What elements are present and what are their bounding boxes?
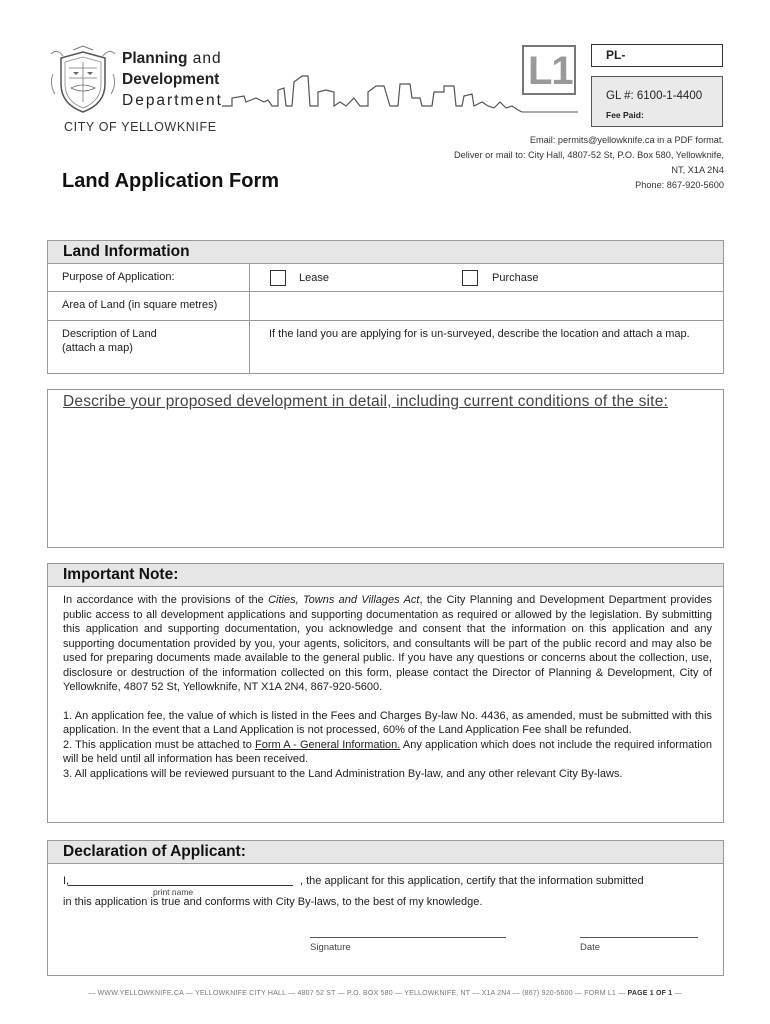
footer-text: — WWW.YELLOWKNIFE.CA — YELLOWKNIFE CITY HALL — 4807 52 ST — P.O. BOX 580 — YELLOWKNIFE, NT — X1A 2N4 — (867) 920-5600 — FORM L1 — bbox=[88, 990, 628, 997]
description-row bbox=[48, 321, 723, 373]
footer-end: — bbox=[672, 990, 682, 997]
office-use-box bbox=[591, 76, 723, 127]
print-name-field[interactable] bbox=[68, 885, 293, 886]
contact-postal: NT, X1A 2N4 bbox=[671, 165, 724, 175]
city-crest-logo bbox=[47, 44, 119, 116]
dept-line3: Department bbox=[122, 92, 223, 109]
date-field[interactable] bbox=[580, 937, 698, 938]
description-label bbox=[48, 321, 250, 373]
declaration-section bbox=[47, 840, 724, 976]
form-code: L1 bbox=[528, 49, 573, 93]
lease-label: Lease bbox=[299, 272, 329, 284]
date-label: Date bbox=[580, 942, 601, 953]
area-label: Area of Land (in square metres) bbox=[48, 292, 250, 320]
note-item-1: 1. An application fee, the value of which is listed in the Fees and Charges By-law No. 4436, as amended, must be submitted with this application. In the event that a Land Application is not processed, 60% of the Land Application Fee shall be refunded. bbox=[63, 709, 712, 736]
note-item-2 bbox=[63, 738, 712, 767]
declaration-line2: in this application is true and conforms with City By-laws, to the best of my knowledge. bbox=[63, 896, 483, 908]
declaration-line1: , the applicant for this application, certify that the information submitted bbox=[300, 875, 644, 887]
important-note-section bbox=[47, 563, 724, 823]
description-label-line2: (attach a map) bbox=[62, 342, 133, 354]
note-p1-before: In accordance with the provisions of the bbox=[63, 594, 269, 606]
contact-address: Deliver or mail to: City Hall, 4807-52 St, P.O. Box 580, Yellowknife, bbox=[454, 150, 724, 160]
page-number: PAGE 1 OF 1 bbox=[627, 990, 673, 997]
purpose-options bbox=[250, 264, 723, 291]
form-code-box bbox=[522, 45, 576, 95]
note-paragraph bbox=[63, 593, 712, 695]
act-name: Cities, Towns and Villages Act bbox=[268, 594, 420, 606]
signature-label: Signature bbox=[310, 942, 351, 953]
important-note-heading: Important Note: bbox=[48, 564, 723, 587]
form-a-link[interactable]: Form A - General Information. bbox=[254, 738, 401, 751]
gl-number: GL #: 6100-1-4400 bbox=[606, 90, 703, 102]
development-description-box[interactable] bbox=[47, 389, 724, 548]
contact-phone: Phone: 867-920-5600 bbox=[635, 180, 724, 190]
purchase-checkbox[interactable] bbox=[462, 270, 478, 286]
area-row bbox=[48, 292, 723, 321]
note-item2-after: Any application which does not include the required information will be held until all information has been received. bbox=[63, 738, 712, 765]
note-item-3: 3. All applications will be reviewed pursuant to the Land Administration By-law, and any other relevant City By-laws. bbox=[63, 767, 623, 780]
note-p1-after: , the City Planning and Development Department provides public access to all development applications and supporting documentation as required or allowed by the legislation. By submitting this application and supporting documentation, you acknowledge and consent that the information on this application and any supporting documentation provided by you, your agents, solicitors, and consultants will be part of the public record and may also be used for preparing documents made available to the general public. If you have any questions or concerns about the collection, use, disclosure or destruction of the information collected on this form, please contact the Director of Planning & Development, City of Yellowknife, 4807 52 St, Yellowknife, NT X1A 2N4, 867-920-5600. bbox=[63, 594, 712, 693]
fee-paid-label: Fee Paid: bbox=[606, 110, 644, 120]
city-name: CITY OF YELLOWKNIFE bbox=[64, 120, 217, 134]
page-title: Land Application Form bbox=[62, 170, 280, 192]
land-information-heading: Land Information bbox=[48, 241, 723, 264]
declaration-prefix: I, bbox=[63, 875, 70, 887]
pl-number-box[interactable] bbox=[591, 44, 723, 67]
pl-label: PL- bbox=[606, 48, 626, 62]
dept-line1-rest: and bbox=[187, 50, 222, 67]
purchase-label: Purchase bbox=[492, 272, 539, 284]
purpose-label: Purpose of Application: bbox=[48, 264, 250, 291]
important-note-body bbox=[48, 587, 723, 781]
contact-info bbox=[384, 133, 724, 193]
signature-field[interactable] bbox=[310, 937, 506, 938]
note-item2-before: 2. This application must be attached to bbox=[63, 738, 255, 751]
description-label-line1: Description of Land bbox=[62, 328, 157, 340]
dept-line2: Development bbox=[122, 71, 220, 88]
print-name-label: print name bbox=[153, 887, 194, 897]
land-information-section bbox=[47, 240, 724, 374]
purpose-row bbox=[48, 264, 723, 292]
department-name bbox=[122, 48, 223, 111]
area-input[interactable] bbox=[250, 292, 723, 320]
contact-email: Email: permits@yellowknife.ca in a PDF format. bbox=[529, 135, 724, 145]
description-input[interactable]: If the land you are applying for is un-surveyed, describe the location and attach a map. bbox=[269, 328, 690, 340]
development-prompt: Describe your proposed development in detail, including current conditions of the site: bbox=[63, 393, 669, 410]
dept-line1-bold: Planning bbox=[122, 50, 188, 67]
page-footer bbox=[0, 990, 770, 997]
lease-checkbox[interactable] bbox=[270, 270, 286, 286]
declaration-heading: Declaration of Applicant: bbox=[48, 841, 723, 864]
